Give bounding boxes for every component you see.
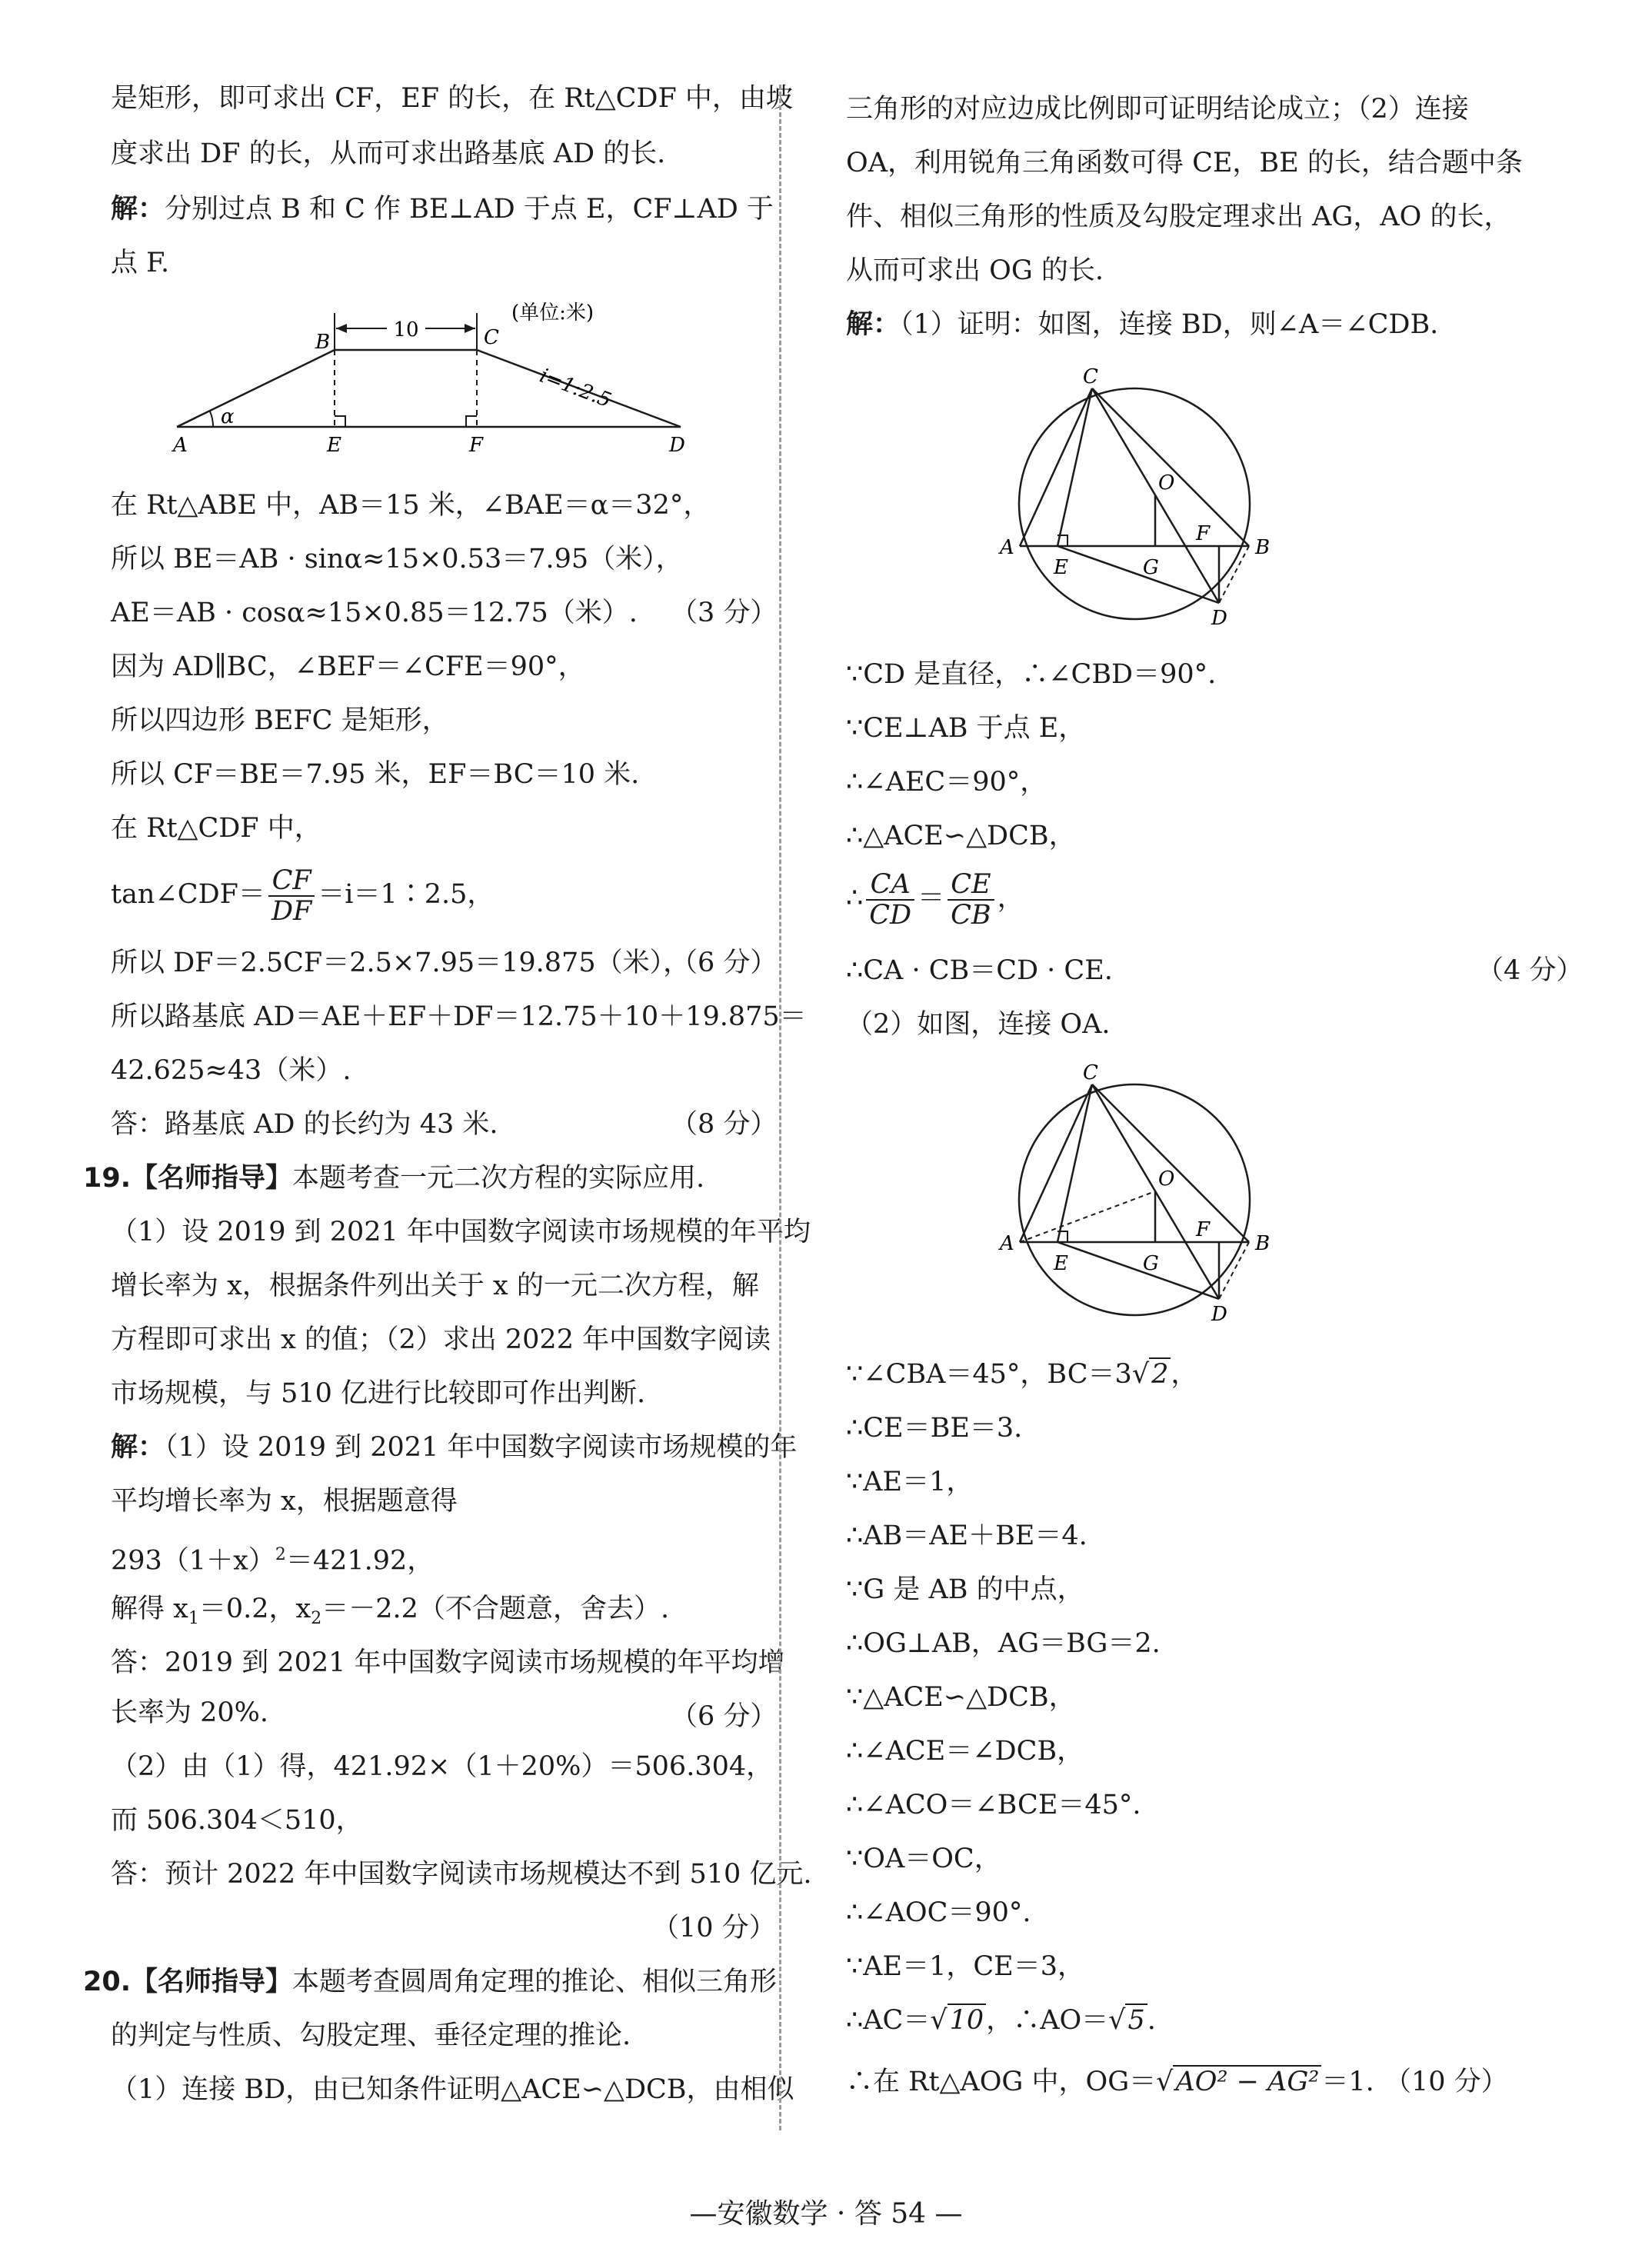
point-label: A bbox=[1000, 536, 1014, 559]
page-footer: —安徽数学 · 答 54 — bbox=[689, 2198, 963, 2230]
text-line: （2）由（1）得，421.92×（1＋20%）＝506.304， bbox=[111, 1751, 774, 1782]
point-label: C bbox=[484, 326, 499, 349]
text-line: ∴∠AEC＝90°， bbox=[846, 767, 1047, 798]
point-label: B bbox=[1255, 536, 1271, 559]
text-line: 所以四边形 BEFC 是矩形， bbox=[111, 705, 449, 736]
slope-label: i=1:2.5 bbox=[536, 364, 615, 413]
point-label: E bbox=[327, 434, 341, 457]
text-line: 所以 BE＝AB · sinα≈15×0.53＝7.95（米）， bbox=[111, 544, 683, 575]
circle-figure-1 bbox=[992, 361, 1315, 638]
point-label: F bbox=[1196, 1218, 1211, 1241]
text-line: 是矩形，即可求出 CF，EF 的长，在 Rt△CDF 中，由坡 bbox=[111, 83, 793, 114]
text-line: ∵AE＝1， bbox=[846, 1467, 974, 1497]
text-line: 答：预计 2022 年中国数字阅读市场规模达不到 510 亿元. bbox=[111, 1859, 812, 1890]
point-label: F bbox=[469, 434, 484, 457]
fraction-cf-df: $\frac{CF}{DF}$ bbox=[268, 866, 315, 926]
circle-figure-2 bbox=[992, 1058, 1315, 1334]
point-label: D bbox=[669, 434, 685, 457]
text-line: 平均增长率为 x，根据题意得 bbox=[111, 1486, 458, 1517]
text-line: 答：2019 到 2021 年中国数字阅读市场规模的年平均增 bbox=[111, 1647, 785, 1678]
score-mark: （8 分） bbox=[671, 1109, 778, 1140]
point-label: C bbox=[1083, 365, 1098, 388]
score-mark: （4 分） bbox=[1477, 955, 1584, 986]
text-line: 所以 CF＝BE＝7.95 米，EF＝BC＝10 米. bbox=[111, 759, 640, 790]
text-line: 而 506.304＜510， bbox=[111, 1805, 363, 1836]
point-label: E bbox=[1054, 556, 1068, 579]
text-line: 答：路基底 AD 的长约为 43 米. bbox=[111, 1109, 498, 1140]
text-line: ∴ $\frac{CA}{CD}$ ＝ $\frac{CE}{CB}$ ， bbox=[846, 868, 1024, 931]
tag-label: 【名师指导】 bbox=[131, 1162, 293, 1194]
top-length-label: 10 bbox=[393, 318, 419, 341]
text-line: 增长率为 x，根据条件列出关于 x 的一元二次方程，解 bbox=[111, 1271, 759, 1301]
text-line: 所以 DF＝2.5CF＝2.5×7.95＝19.875（米）， bbox=[111, 948, 691, 978]
text-line: 在 Rt△ABE 中，AB＝15 米，∠BAE＝α＝32°， bbox=[111, 490, 711, 521]
text-line: tan∠CDF＝ $\frac{CF}{DF}$ ＝i＝1∶2.5， bbox=[111, 864, 495, 927]
text-line: 因为 AD∥BC，∠BEF＝∠CFE＝90°， bbox=[111, 651, 585, 682]
text-line: ∴∠ACE＝∠DCB， bbox=[846, 1736, 1084, 1767]
text-line: 的判定与性质、勾股定理、垂径定理的推论. bbox=[111, 2020, 631, 2051]
question-19-heading: 19.【名师指导】本题考查一元二次方程的实际应用. bbox=[83, 1162, 705, 1194]
solution-label: 解： bbox=[111, 193, 165, 225]
text-line: 点 F. bbox=[111, 248, 170, 278]
text-line: ∵G 是 AB 的中点， bbox=[846, 1574, 1084, 1605]
text-line: 长率为 20%. bbox=[111, 1697, 269, 1728]
text-line: ∴∠ACO＝∠BCE＝45°. bbox=[846, 1790, 1141, 1820]
text-line: OA，利用锐角三角函数可得 CE，BE 的长，结合题中条 bbox=[846, 148, 1523, 178]
point-label: G bbox=[1143, 556, 1159, 579]
text-line: ∴△ACE∽△DCB， bbox=[846, 821, 1076, 851]
unit-label: (单位:米) bbox=[511, 301, 595, 325]
point-label: O bbox=[1158, 1167, 1175, 1191]
solution-label: 解： bbox=[111, 1431, 165, 1463]
text-line: ∴AC＝√10，∴AO＝√5. bbox=[846, 2005, 1156, 2036]
point-label: O bbox=[1158, 471, 1175, 495]
point-label: B bbox=[315, 331, 331, 354]
point-label: E bbox=[1054, 1252, 1068, 1275]
text-line: 市场规模，与 510 亿进行比较即可作出判断. bbox=[111, 1378, 646, 1409]
score-mark: （3 分） bbox=[671, 598, 778, 628]
score-mark: （6 分） bbox=[671, 1701, 778, 1732]
point-label: F bbox=[1196, 522, 1211, 545]
text-line: ∴AB＝AE＋BE＝4. bbox=[846, 1521, 1087, 1551]
text-line: ∵△ACE∽△DCB， bbox=[846, 1682, 1076, 1713]
text-line: ∵OA＝OC， bbox=[846, 1844, 1001, 1874]
solution-label: 解： bbox=[846, 308, 901, 340]
point-label: A bbox=[1000, 1232, 1014, 1255]
text-line: 解：（1）设 2019 到 2021 年中国数字阅读市场规模的年 bbox=[111, 1431, 798, 1463]
text-line: （1）连接 BD，由已知条件证明△ACE∽△DCB，由相似 bbox=[111, 2074, 794, 2105]
trapezoid-figure bbox=[165, 296, 704, 461]
tag-label: 【名师指导】 bbox=[131, 1966, 293, 1997]
point-label: D bbox=[1211, 607, 1227, 630]
text-line: $293(1+x)^2=421.92$， bbox=[111, 1545, 435, 1577]
text-line: 方程即可求出 x 的值；（2）求出 2022 年中国数字阅读 bbox=[111, 1324, 771, 1355]
text-line: 从而可求出 OG 的长. bbox=[846, 255, 1104, 286]
text-line: ∵CD 是直径，∴∠CBD＝90°. bbox=[846, 659, 1217, 690]
text-line: 解：分别过点 B 和 C 作 BE⊥AD 于点 E，CF⊥AD 于 bbox=[111, 193, 774, 225]
text-line: 解：（1）证明：如图，连接 BD，则∠A＝∠CDB. bbox=[846, 308, 1439, 340]
angle-label: α bbox=[221, 405, 235, 428]
text-line: ∵∠CBA＝45°，BC＝3√2， bbox=[846, 1359, 1198, 1390]
text-line: ∴在 Rt△AOG 中，OG＝√AO² − AG²＝1. bbox=[846, 2067, 1374, 2097]
text-line: 42.625≈43（米）. bbox=[111, 1055, 351, 1086]
text-line: ∵CE⊥AB 于点 E， bbox=[846, 713, 1086, 744]
fraction-ce-cb: $\frac{CE}{CB}$ bbox=[948, 870, 994, 930]
score-mark: （10 分） bbox=[1384, 2067, 1508, 2097]
point-label: D bbox=[1211, 1303, 1227, 1326]
text-line: ∴∠AOC＝90°. bbox=[846, 1897, 1031, 1928]
text-line: 在 Rt△CDF 中， bbox=[111, 813, 321, 844]
point-label: G bbox=[1143, 1252, 1159, 1275]
text-line: （1）设 2019 到 2021 年中国数字阅读市场规模的年平均 bbox=[111, 1217, 811, 1247]
text-line: ∵AE＝1，CE＝3， bbox=[846, 1951, 1084, 1982]
text-line: ∴CA · CB＝CD · CE. bbox=[846, 955, 1113, 986]
point-label: A bbox=[173, 434, 188, 457]
text-line: （2）如图，连接 OA. bbox=[846, 1009, 1111, 1040]
point-label: C bbox=[1083, 1061, 1098, 1084]
text-line: 解得 $x_1=0.2$，$x_2=-2.2$（不合题意，舍去）. bbox=[111, 1594, 670, 1628]
text-line: 所以路基底 AD＝AE＋EF＋DF＝12.75＋10＋19.875＝ bbox=[111, 1001, 807, 1032]
text-line: 件、相似三角形的性质及勾股定理求出 AG，AO 的长， bbox=[846, 202, 1511, 232]
text-line: AE＝AB · cosα≈15×0.85＝12.75（米）. bbox=[111, 598, 638, 628]
fraction-ca-cd: $\frac{CA}{CD}$ bbox=[866, 870, 914, 930]
column-divider bbox=[779, 85, 781, 2130]
text-line: ∴OG⊥AB，AG＝BG＝2. bbox=[846, 1628, 1161, 1659]
score-mark: （6 分） bbox=[671, 948, 778, 978]
text-line: 三角形的对应边成比例即可证明结论成立；（2）连接 bbox=[846, 94, 1469, 125]
score-mark: （10 分） bbox=[652, 1913, 776, 1944]
text-line: 度求出 DF 的长，从而可求出路基底 AD 的长. bbox=[111, 138, 666, 169]
point-label: B bbox=[1255, 1232, 1271, 1255]
text-line: ∴CE＝BE＝3. bbox=[846, 1413, 1023, 1444]
question-20-heading: 20.【名师指导】本题考查圆周角定理的推论、相似三角形 bbox=[83, 1966, 778, 1997]
